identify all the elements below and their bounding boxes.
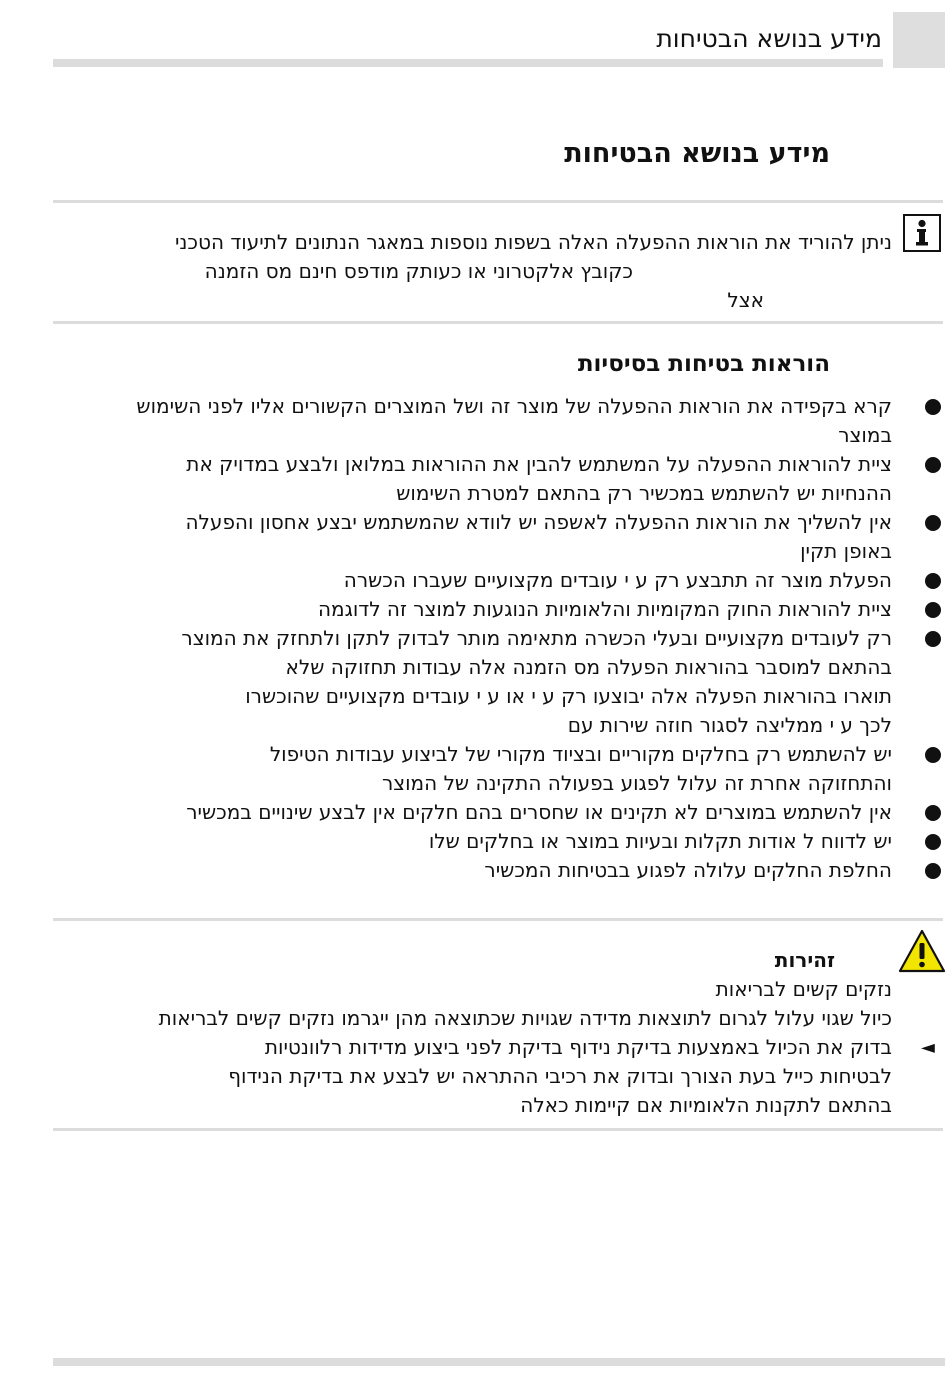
- bullet-text: באופן תקין: [800, 539, 892, 563]
- divider: [53, 321, 943, 324]
- bullet-text: החלפת החלקים עלולה לפגוע בבטיחות המכשיר: [484, 858, 892, 882]
- bullet-text: אין להשליך את הוראות ההפעלה לאשפה יש לוודא שהמשתמש יבצע אחסון והפעלה: [185, 510, 892, 534]
- bullet-dot: [925, 834, 941, 850]
- warning-step-text: בהתאם לתקנות הלאומיות אם קיימות כאלה: [520, 1093, 892, 1117]
- section-title-basic-safety: הוראות בטיחות בסיסיות: [577, 351, 830, 377]
- bullet-text: הפעלת מוצר זה תתבצע רק ע י עובדים מקצועיים שעברו הכשרה: [343, 568, 892, 592]
- warning-hazard: נזקים קשים לבריאות: [715, 977, 892, 1001]
- warning-triangle-icon: [898, 928, 946, 974]
- warning-consequence: כיול שגוי עלול לגרום לתוצאות מדידה שגויות שכתוצאה מהן ייגרמו נזקים קשים לבריאות: [158, 1006, 892, 1030]
- bullet-dot: [925, 399, 941, 415]
- info-text-line: ניתן להוריד את הוראות ההפעלה האלה בשפות נוספות במאגר הנתונים לתיעוד הטכני: [174, 230, 892, 254]
- bullet-text: ההנחיות יש להשתמש במכשיר רק בהתאם למטרת השימוש: [396, 481, 892, 505]
- bullet-text: בהתאם למוסבר בהוראות הפעלה מס הזמנה אלה עבודות תחזוקה שלא: [285, 655, 892, 679]
- bullet-text: ציית להוראות החוק המקומיות והלאומיות הנוגעות למוצר זה לדוגמה: [317, 597, 892, 621]
- bullet-dot: [925, 805, 941, 821]
- warning-step-text: לבטיחות כייל בעת הצורך ובדוק את רכיבי ההתראה יש לבצע את בדיקת הנידוף: [228, 1064, 892, 1088]
- bullet-text: יש לדווח ל אודות תקלות ובעיות במוצר או בחלקים שלו: [428, 829, 892, 853]
- header-tab: [893, 12, 945, 68]
- bullet-text: ציית להוראות ההפעלה על המשתמש להבין את ההוראות במלואן ולבצע במדויק את: [186, 452, 892, 476]
- warning-step-text: בדוק את הכיול באמצעות בדיקת נידוף בדיקת לפני ביצוע מדידות רלוונטיות: [264, 1035, 892, 1059]
- divider: [53, 200, 943, 203]
- bullet-dot: [925, 573, 941, 589]
- divider: [53, 1128, 943, 1131]
- bullet-dot: [925, 863, 941, 879]
- info-text-line: אצל: [727, 288, 764, 312]
- page-title: מידע בנושא הבטיחות: [564, 138, 830, 169]
- header-rule: [53, 59, 883, 67]
- header-title: מידע בנושא הבטיחות: [656, 24, 882, 53]
- bullet-text: תוארו בהוראות הפעלה אלה יבוצעו רק ע י או ע י עובדים מקצועיים שהוכשרו: [245, 684, 892, 708]
- info-icon: [903, 214, 941, 252]
- arrow-left-icon: ◄: [921, 1037, 935, 1058]
- bullet-dot: [925, 602, 941, 618]
- bullet-text: רק לעובדים מקצועיים ובעלי הכשרה מתאימה מותר לבדוק לתקן ולתחזק את המוצר: [181, 626, 892, 650]
- bullet-text: והתחזוקה אחרת זה עלול לפגוע בפעולה התקינה של המוצר: [381, 771, 892, 795]
- bullet-text: במוצר: [838, 423, 892, 447]
- footer-rule: [53, 1358, 945, 1366]
- bullet-text: לכך ע י ממליצה לסגור חוזה שירות עם: [567, 713, 892, 737]
- bullet-dot: [925, 631, 941, 647]
- bullet-dot: [925, 457, 941, 473]
- info-text-line: כקובץ אלקטרוני או כעותק מודפס חינם מס הזמנה: [204, 259, 633, 283]
- bullet-dot: [925, 747, 941, 763]
- bullet-dot: [925, 515, 941, 531]
- bullet-text: יש להשתמש רק בחלקים מקוריים ובציוד מקורי של לביצוע עבודות הטיפול: [269, 742, 892, 766]
- bullet-text: קרא בקפידה את הוראות ההפעלה של מוצר זה ושל המוצרים הקשורים אליו לפני השימוש: [136, 394, 892, 418]
- warning-title: זהירות: [774, 948, 835, 972]
- divider: [53, 918, 943, 921]
- bullet-text: אין להשתמש במוצרים לא תקינים או שחסרים בהם חלקים אין לבצע שינויים במכשיר: [186, 800, 892, 824]
